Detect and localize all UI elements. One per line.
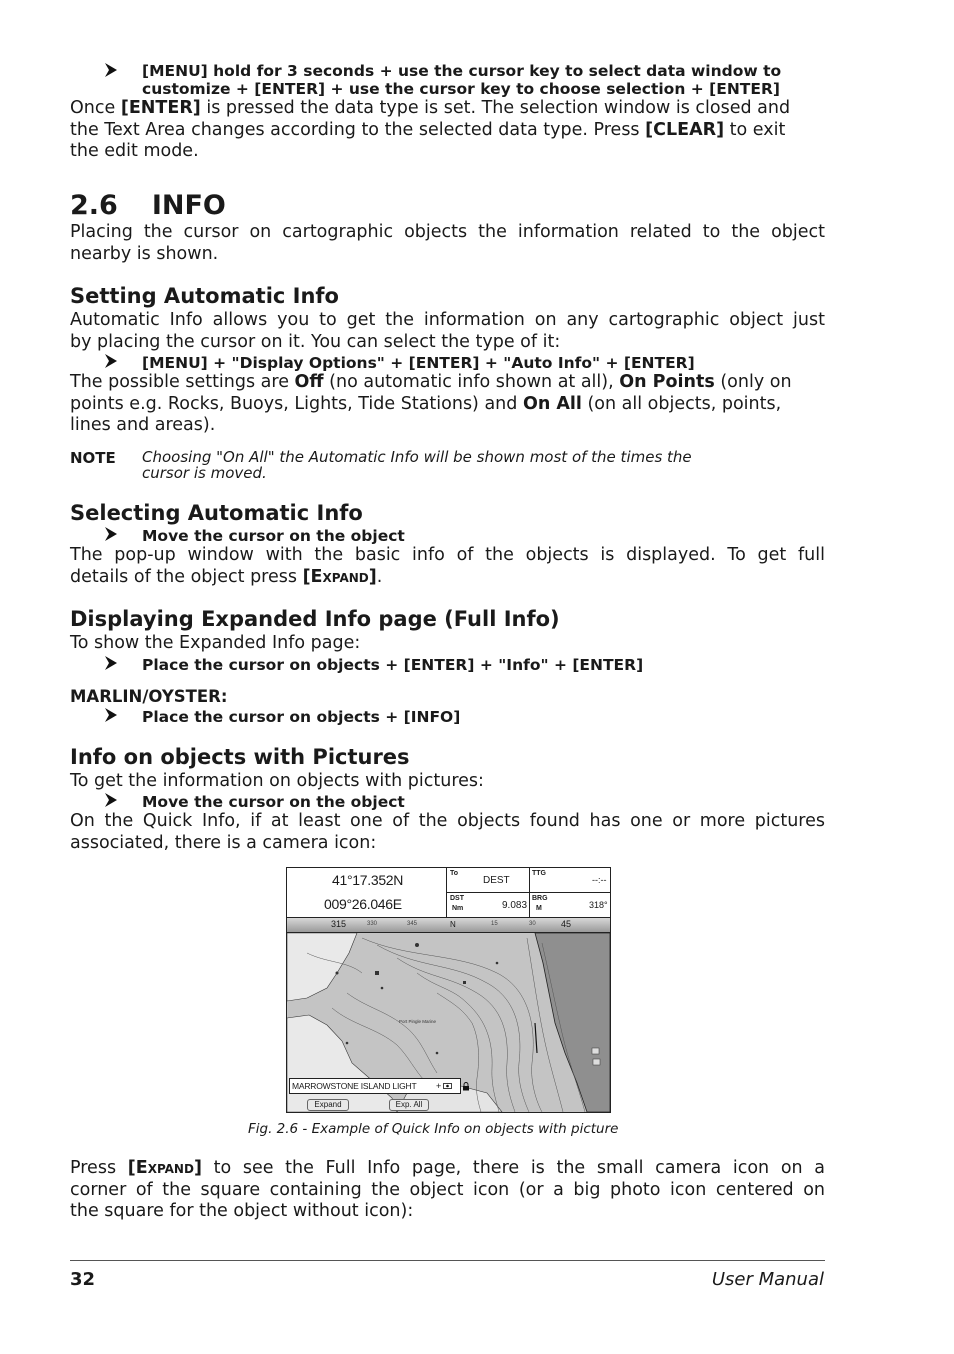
pictures-paragraph-2 [70,811,825,854]
to-label: To [450,870,459,877]
text-span: (only on [714,372,792,392]
ttg-value: --:-- [592,875,607,885]
data-header [287,868,610,918]
text-span: . [376,566,383,587]
text-line: associated, there is a camera icon: [70,832,377,853]
section-heading [70,190,226,221]
dst-label: DST [450,895,464,902]
section-title: INFO [151,190,226,221]
command-line: [MENU] + "Display Options" + [ENTER] + "Auto Info" + [ENTER] [142,354,695,372]
heading-expanded-info: Displaying Expanded Info page (Full Info) [70,607,560,631]
text-line: Placing the cursor on cartographic objects the information related to the object [70,222,825,242]
text-span: (on all objects, points, [581,393,782,414]
text-span: is pressed the data type is set. The selection window is closed and [200,98,791,118]
heading-selecting-automatic-info: Selecting Automatic Info [70,501,363,525]
to-value: DEST [483,875,510,886]
arrow-bullet-icon [103,353,119,369]
brg-label: BRG [532,895,548,902]
command-text-line1: [MENU] hold for 3 seconds + use the cursor key to select data window to [142,62,782,80]
text-line: corner of the square containing the object icon (or a big photo icon centered on [70,1179,825,1200]
ttg-cell [530,868,610,893]
figure-caption: Fig. 2.6 - Example of Quick Info on objects with picture [248,1121,619,1137]
expand-button[interactable]: Expand [307,1099,349,1111]
heading-info-pictures: Info on objects with Pictures [70,745,410,769]
to-cell [447,868,530,893]
expand-all-button[interactable]: Exp. All [389,1099,429,1111]
text-line: Choosing "On All" the Automatic Info will be shown most of the times the [142,448,692,466]
page-number: 32 [70,1269,96,1290]
key-expand-name: xpand [147,1158,194,1178]
brg-value: 318° [589,900,608,910]
key-expand-close: ] [368,566,377,587]
compass-tick: 30 [529,921,536,927]
command-line: Place the cursor on objects + [ENTER] + "Info" + [ENTER] [142,656,644,674]
chartplotter-screenshot [286,867,611,1113]
compass-tick: 315 [331,919,347,929]
command-line: Move the cursor on the object [142,527,405,545]
heading-setting-automatic-info: Setting Automatic Info [70,284,339,308]
text-line: the edit mode. [70,141,199,161]
key-expand-open: [E [127,1158,148,1178]
quick-info-box[interactable] [289,1078,461,1094]
dst-value: 9.083 [502,900,528,911]
option-on-points: On Points [619,372,715,392]
lock-icon [462,1082,470,1091]
latitude-value: 41°17.352N [332,872,404,888]
note-text [142,449,782,481]
compass-tick: 345 [407,921,418,927]
marlin-oyster-label: MARLIN/OYSTER: [70,687,228,706]
text-line: The pop-up window with the basic info of the objects is displayed. To get full [70,545,825,565]
setting-auto-paragraph [70,310,825,353]
text-line: lines and areas). [70,415,216,435]
text-span: to exit [724,119,786,140]
intro-paragraph [70,98,830,163]
text-span: (no automatic info shown at all), [323,372,620,392]
brg-unit: M [536,905,542,912]
key-clear: [CLEAR] [645,119,725,140]
arrow-bullet-icon [103,526,119,542]
compass-bar [287,918,610,933]
text-span: points e.g. Rocks, Buoys, Lights, Tide Stations) and [70,393,523,414]
key-expand-open: [E [302,566,323,587]
position-box [287,868,447,917]
section-intro [70,222,825,265]
settings-paragraph [70,372,830,437]
text-line: by placing the cursor on it. You can select the type of it: [70,331,561,352]
text-span: to see the Full Info page, there is the small camera icon on a [201,1158,826,1178]
text-span: the Text Area changes according to the selected data type. Press [70,119,646,140]
text-line: On the Quick Info, if at least one of the objects found has one or more pictures [70,811,825,831]
text-line: Automatic Info allows you to get the information on any cartographic object just [70,310,825,330]
camera-icon [443,1082,452,1089]
command-text-line2: customize + [ENTER] + use the cursor key to choose selection + [ENTER] [142,80,780,98]
text-line: the square for the object without icon): [70,1201,414,1221]
final-paragraph [70,1158,825,1223]
text-line: nearby is shown. [70,243,219,264]
map-label: Port Pingle Marine [399,1019,437,1024]
note-label: NOTE [70,449,116,467]
option-off: Off [294,372,324,392]
quick-info-title: MARROWSTONE ISLAND LIGHT [292,1081,417,1091]
brg-cell [530,893,610,917]
key-enter: [ENTER] [120,98,201,118]
arrow-bullet-icon [103,792,119,808]
selecting-paragraph [70,545,825,588]
arrow-bullet-icon [103,655,119,671]
text-span: details of the object press [70,566,303,587]
command-line: Move the cursor on the object [142,793,405,811]
dst-unit: Nm [452,905,464,912]
compass-tick: 15 [491,921,498,927]
text-span: Once [70,98,121,118]
expanded-paragraph: To show the Expanded Info page: [70,633,361,653]
compass-tick: 330 [367,921,378,927]
compass-tick: 45 [561,919,572,929]
command-line: Place the cursor on objects + [INFO] [142,708,461,726]
longitude-value: 009°26.046E [324,896,402,912]
plus-sign: + [436,1081,442,1091]
arrow-bullet-icon [103,707,119,723]
ttg-label: TTG [532,870,546,877]
pictures-paragraph: To get the information on objects with pictures: [70,771,484,791]
section-number: 2.6 [70,190,118,221]
text-span: Press [70,1158,128,1178]
compass-tick: N [450,920,456,929]
key-expand-close: ] [193,1158,202,1178]
text-line: cursor is moved. [142,464,267,482]
footer-title: User Manual [711,1269,824,1290]
dst-cell [447,893,530,917]
footer-rule [70,1260,825,1261]
command-line [142,62,832,98]
text-span: The possible settings are [70,372,295,392]
option-on-all: On All [522,393,582,414]
key-expand-name: xpand [322,566,369,587]
arrow-bullet-icon [103,62,119,78]
